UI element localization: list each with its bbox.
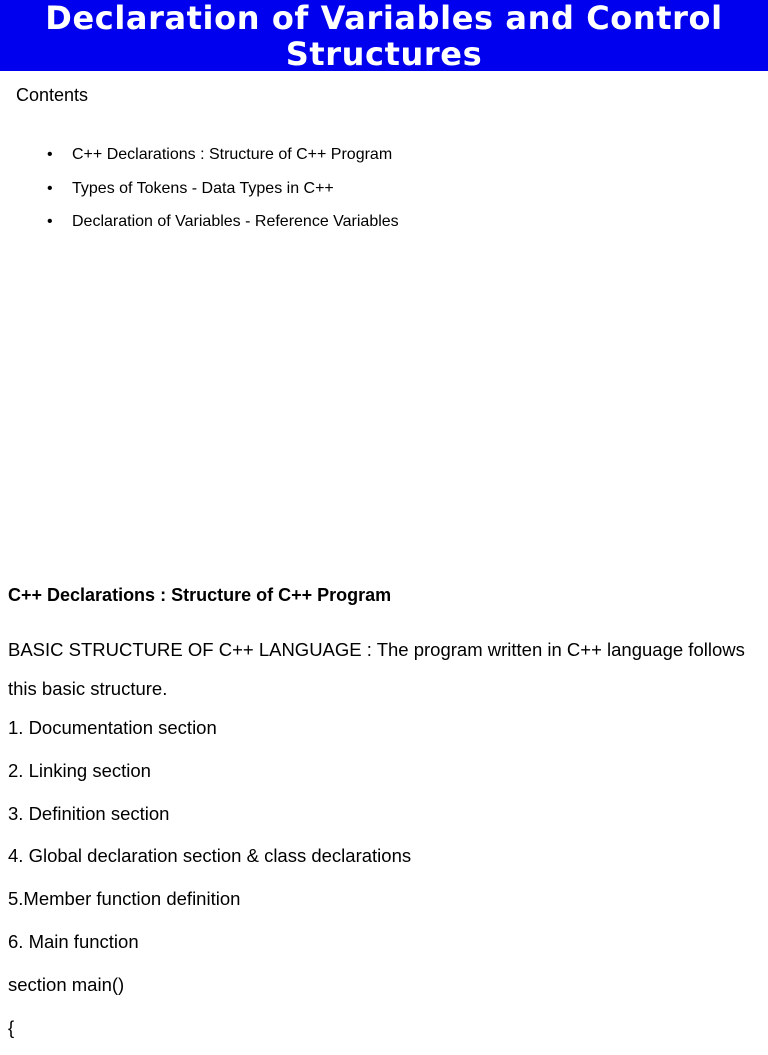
structure-list-item: { [8,1016,15,1038]
structure-list [8,713,411,1055]
page-title-line-1: Declaration of Variables and Control [45,0,723,37]
bullet-icon: • [47,213,53,230]
page-title-line-2: Structures [285,35,483,73]
toc-item-label: Declaration of Variables - Reference Variables [72,213,399,230]
bullet-icon: • [47,179,53,197]
structure-list-item: section main() [8,973,125,995]
page-title-banner [0,0,768,71]
structure-list-item: 3. Definition section [8,802,170,824]
structure-list-item: 4. Global declaration section & class declarations [8,845,412,867]
toc-item-label: C++ Declarations : Structure of C++ Program [72,146,393,163]
section-intro-paragraph: BASIC STRUCTURE OF C++ LANGUAGE : The program written in C++ language follows this basic structure. [8,639,745,699]
structure-list-item: 1. Documentation section [8,717,217,738]
bullet-icon: • [47,146,53,163]
toc-item-label: Types of Tokens - Data Types in C++ [72,179,334,197]
section-heading: C++ Declarations : Structure of C++ Program [8,585,392,605]
structure-list-item: 6. Main function [8,930,139,952]
contents-heading: Contents [16,85,89,105]
structure-list-item: 2. Linking section [8,759,151,781]
structure-list-item: 5.Member function definition [8,888,241,910]
